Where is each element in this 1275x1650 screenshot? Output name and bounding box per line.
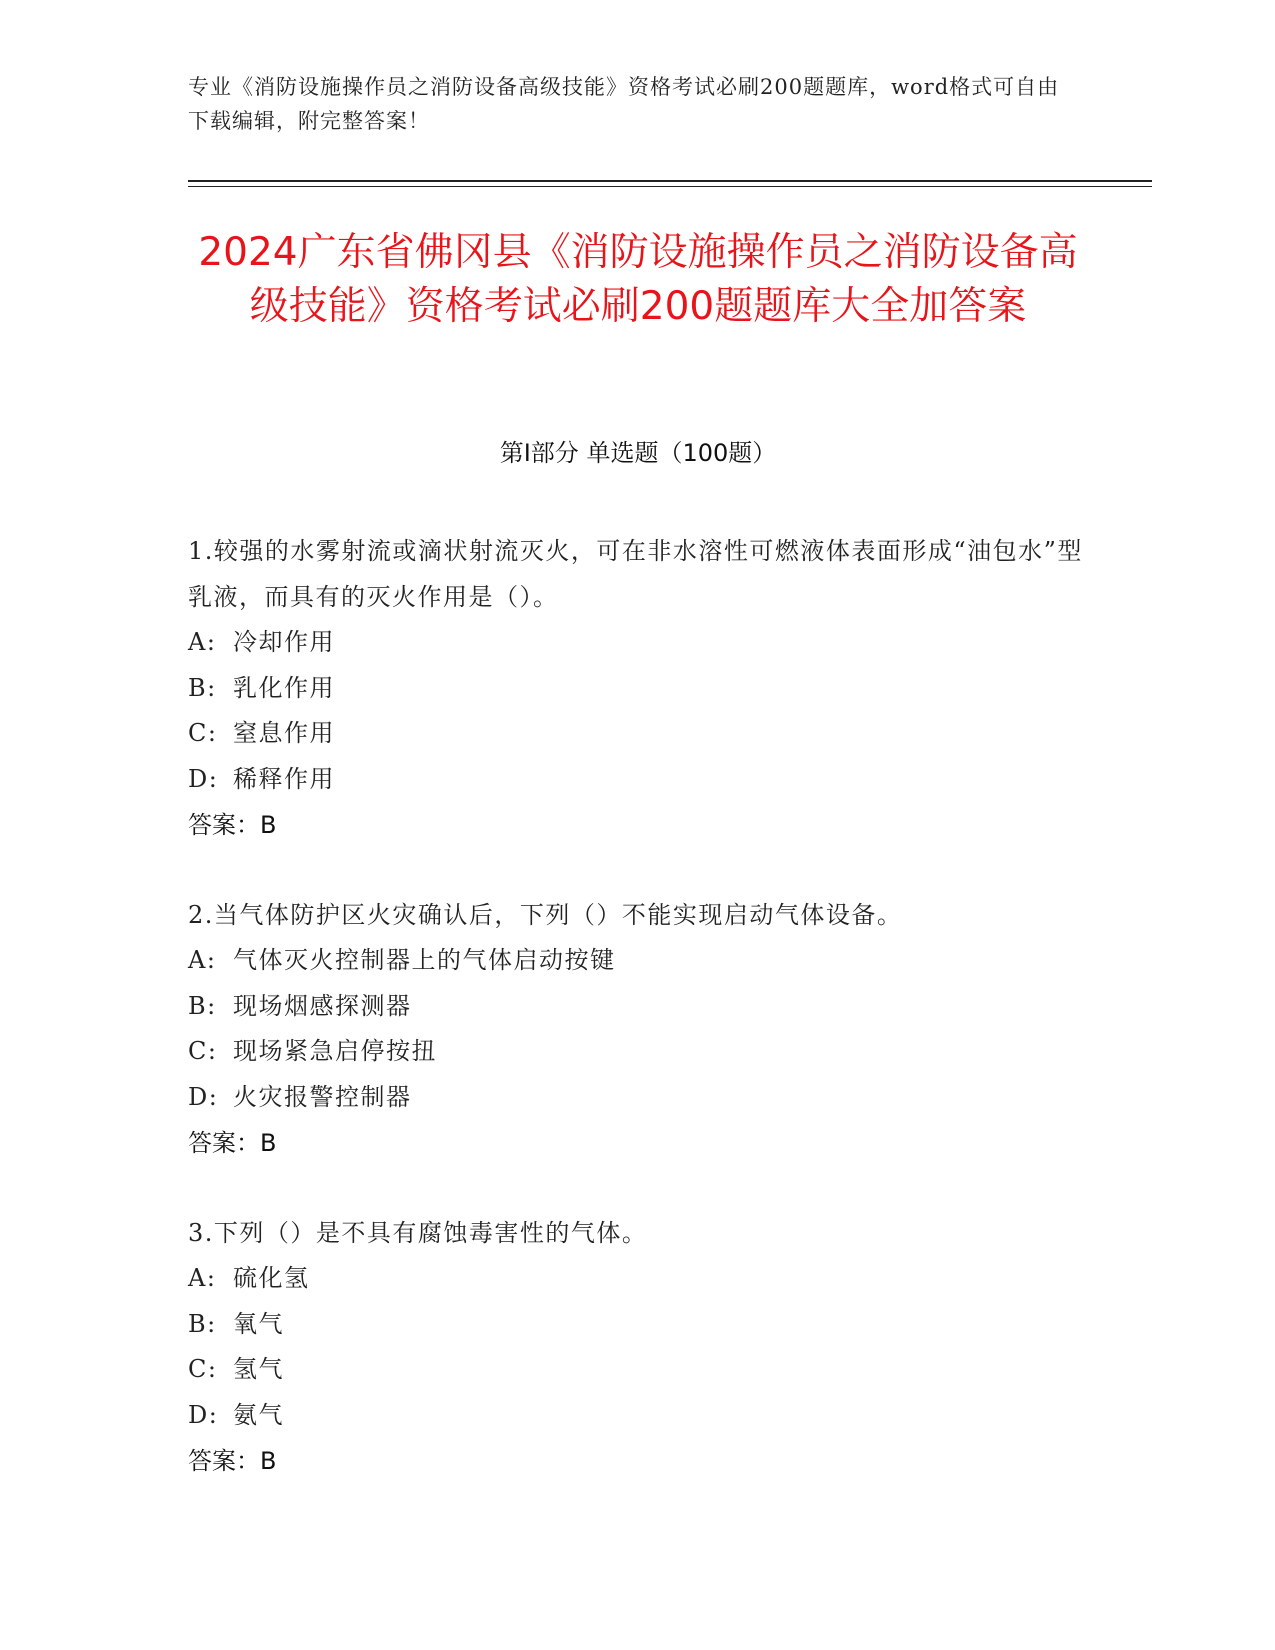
header-divider-thick xyxy=(188,180,1152,182)
option-c xyxy=(188,1029,1108,1075)
question-stem: 3.下列（）是不具有腐蚀毒害性的气体。 xyxy=(188,1219,648,1247)
option-text: 窒息作用 xyxy=(233,719,335,747)
option-letter: D: xyxy=(188,1082,219,1111)
option-a xyxy=(188,938,1108,984)
option-letter: B: xyxy=(188,673,217,702)
option-letter: A: xyxy=(188,946,217,974)
option-text: 稀释作用 xyxy=(233,764,335,793)
option-text: 火灾报警控制器 xyxy=(233,1082,412,1111)
option-d xyxy=(188,757,1108,803)
option-letter: A: xyxy=(188,1264,217,1292)
question-1 xyxy=(188,528,1108,848)
option-letter: C: xyxy=(188,1355,218,1383)
option-text: 硫化氢 xyxy=(233,1264,310,1292)
question-stem: 2.当气体防护区火灾确认后，下列（）不能实现启动气体设备。 xyxy=(188,901,903,929)
option-text: 现场烟感探测器 xyxy=(233,991,412,1020)
answer: 答案：B xyxy=(188,1129,277,1157)
answer: 答案：B xyxy=(188,811,277,839)
option-letter: C: xyxy=(188,719,218,747)
option-c xyxy=(188,1347,1108,1393)
option-text: 气体灭火控制器上的气体启动按键 xyxy=(233,946,616,974)
section-title: 第Ⅰ部分 单选题（100题） xyxy=(499,439,777,467)
option-letter: C: xyxy=(188,1037,218,1065)
option-text: 氧气 xyxy=(233,1309,284,1338)
option-a xyxy=(188,1256,1108,1302)
option-letter: B: xyxy=(188,991,217,1020)
option-b xyxy=(188,1302,1108,1348)
option-d xyxy=(188,1075,1108,1121)
answer: 答案：B xyxy=(188,1447,277,1475)
option-letter: D: xyxy=(188,764,219,793)
header-note: 专业《消防设施操作员之消防设备高级技能》资格考试必刷200题题库，word格式可自由下载编辑，附完整答案！ xyxy=(188,75,1060,133)
option-b xyxy=(188,984,1108,1030)
option-text: 乳化作用 xyxy=(233,673,335,702)
option-letter: A: xyxy=(188,628,217,656)
option-text: 现场紧急启停按扭 xyxy=(233,1037,437,1065)
option-d xyxy=(188,1393,1108,1439)
question-3 xyxy=(188,1210,1108,1484)
question-list xyxy=(188,528,1108,1528)
option-c xyxy=(188,711,1108,757)
question-2 xyxy=(188,892,1108,1166)
option-letter: D: xyxy=(188,1400,219,1429)
option-letter: B: xyxy=(188,1309,217,1338)
option-text: 冷却作用 xyxy=(233,628,335,656)
option-text: 氢气 xyxy=(233,1355,284,1383)
option-b xyxy=(188,666,1108,712)
question-stem: 1.较强的水雾射流或滴状射流灭火，可在非水溶性可燃液体表面形成“油包水”型乳液，而具有的灭火作用是（）。 xyxy=(188,537,1083,611)
option-a xyxy=(188,620,1108,666)
header-divider-thin xyxy=(188,186,1152,187)
option-text: 氨气 xyxy=(233,1400,284,1429)
document-title: 2024广东省佛冈县《消防设施操作员之消防设备高级技能》资格考试必刷200题题库大全加答案 xyxy=(198,230,1078,329)
